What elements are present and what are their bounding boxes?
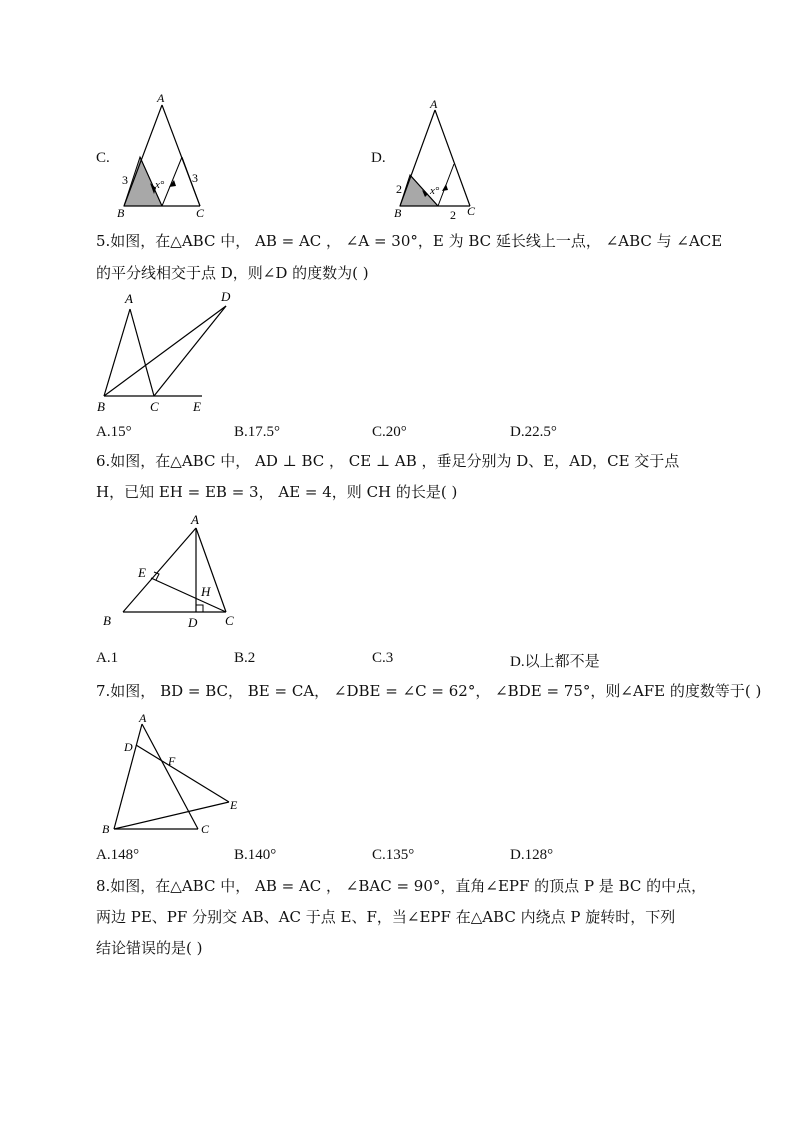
label-c: C bbox=[225, 613, 234, 628]
q8-text-line3: 结论错误的是( ) bbox=[96, 939, 203, 957]
label-h: H bbox=[201, 584, 211, 599]
label-b: B bbox=[103, 613, 111, 628]
option-c-label: C. bbox=[96, 150, 110, 166]
label-f: F bbox=[168, 754, 176, 768]
q7-option-d[interactable]: D.128° bbox=[510, 847, 554, 863]
q5-option-b[interactable]: B.17.5° bbox=[234, 424, 281, 440]
q6-figure bbox=[98, 508, 258, 638]
label-a: A bbox=[139, 711, 147, 725]
q6-option-d[interactable]: D.以上都不是 bbox=[510, 654, 600, 670]
figure-option-d bbox=[388, 93, 488, 222]
option-d-label: D. bbox=[371, 150, 386, 166]
label-c: C bbox=[201, 822, 210, 836]
q6-text-line2: H，已知 EH = EB = 3， AE = 4，则 CH 的长是( ) bbox=[96, 483, 458, 501]
q6-option-c[interactable]: C.3 bbox=[372, 650, 394, 666]
label-d: D bbox=[221, 289, 231, 304]
label-c: C bbox=[150, 399, 159, 414]
label-b: B bbox=[394, 206, 402, 220]
length-base: 2 bbox=[450, 208, 456, 222]
label-b: B bbox=[97, 399, 105, 414]
q7-option-a[interactable]: A.148° bbox=[96, 847, 140, 863]
label-a: A bbox=[125, 291, 133, 306]
label-d: D bbox=[188, 615, 198, 630]
label-b: B bbox=[102, 822, 110, 836]
label-e: E bbox=[138, 565, 146, 580]
q7-option-b[interactable]: B.140° bbox=[234, 847, 277, 863]
side-ac bbox=[435, 110, 470, 206]
length-left: 3 bbox=[122, 173, 128, 187]
q5-option-c[interactable]: C.20° bbox=[372, 424, 407, 440]
q5-text-line1: 5.如图，在△ABC 中， AB = AC ， ∠A = 30°，E 为 BC 延长线上一点， ∠ABC 与 ∠ACE bbox=[96, 232, 723, 250]
label-c: C bbox=[467, 204, 476, 218]
q6-text-line1: 6.如图，在△ABC 中， AD ⊥ BC ， CE ⊥ AB ，垂足分别为 D、E，AD，CE 交于点 bbox=[96, 452, 680, 470]
q5-option-d[interactable]: D.22.5° bbox=[510, 424, 557, 440]
label-a: A bbox=[191, 512, 199, 527]
label-a: A bbox=[157, 91, 165, 105]
angle-x: x° bbox=[155, 179, 165, 191]
q5-text-line2: 的平分线相交于点 D，则∠D 的度数为( ) bbox=[96, 264, 369, 282]
label-d: D bbox=[124, 740, 133, 754]
q6-option-a[interactable]: A.1 bbox=[96, 650, 119, 666]
label-a: A bbox=[430, 97, 438, 111]
q5-figure bbox=[92, 288, 252, 418]
q5-option-a[interactable]: A.15° bbox=[96, 424, 132, 440]
q8-text-line1: 8.如图，在△ABC 中， AB = AC ， ∠BAC = 90°，直角∠EPF 的顶点 P 是 BC 的中点， bbox=[96, 877, 707, 895]
q8-text-line2: 两边 PE、PF 分别交 AB、AC 于点 E、F，当∠EPF 在△ABC 内绕点 P 旋转时，下列 bbox=[96, 908, 676, 926]
figure-option-c bbox=[110, 93, 230, 218]
q7-text-line1: 7.如图， BD = BC， BE = CA， ∠DBE = ∠C = 62°， ∠BDE = 75°，则∠AFE 的度数等于( ) bbox=[96, 682, 762, 700]
q7-figure bbox=[96, 705, 256, 840]
q6-option-b[interactable]: B.2 bbox=[234, 650, 256, 666]
label-e: E bbox=[230, 798, 238, 812]
angle-x: x° bbox=[430, 185, 440, 197]
length-left: 2 bbox=[396, 182, 402, 196]
label-c: C bbox=[196, 206, 205, 220]
label-b: B bbox=[117, 206, 125, 220]
length-right: 3 bbox=[192, 171, 198, 185]
q7-option-c[interactable]: C.135° bbox=[372, 847, 415, 863]
label-e: E bbox=[193, 399, 201, 414]
